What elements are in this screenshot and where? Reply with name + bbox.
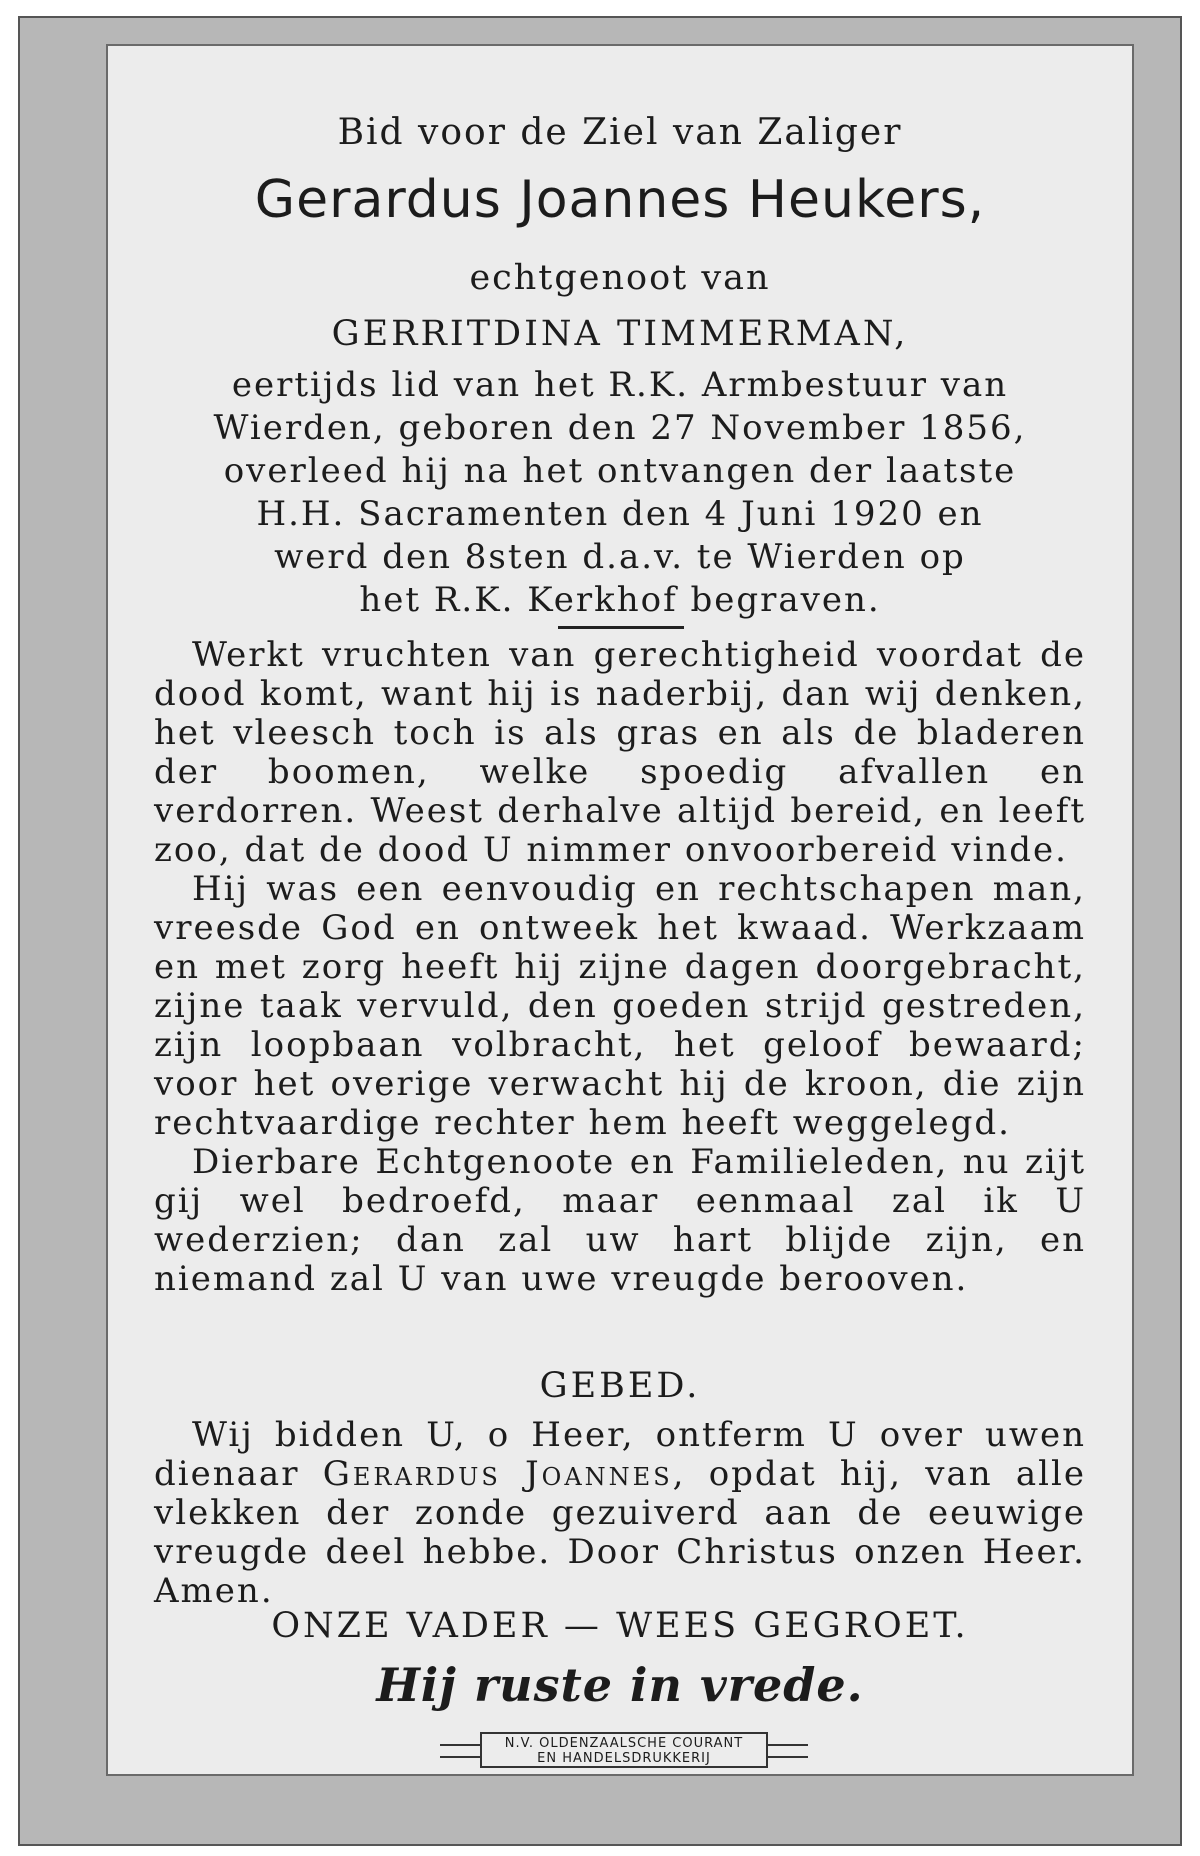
bio-line: overleed hij na het ontvangen der laatste	[223, 451, 1017, 491]
printer-line-2: EN HANDELSDRUKKERIJ	[537, 1751, 711, 1766]
bio-line: werd den 8sten d.a.v. te Wierden op	[274, 537, 966, 577]
deceased-name: Gerardus Joannes Heukers,	[254, 170, 986, 230]
printer-imprint	[480, 1732, 768, 1768]
bio-line: Wierden, geboren den 27 November 1856,	[213, 408, 1027, 448]
biography	[148, 364, 1092, 622]
prayer-paragraph	[154, 1416, 1086, 1611]
spouse-name: GERRITDINA TIMMERMAN,	[331, 314, 909, 354]
printer-ornament-left	[440, 1744, 480, 1758]
bio-line: het R.K. Kerkhof begraven.	[359, 580, 881, 620]
memorial-card	[106, 44, 1134, 1776]
prayer-heading: GEBED.	[539, 1366, 701, 1406]
paragraph: Hij was een eenvoudig en rechtschapen man, vreesde God en ontweek het kwaad. Werkzaam en met zorg heeft hij zijne dagen doorgebracht, zijne taak vervuld, den goeden strijd gestreden, zijn loopbaan volbracht, het geloof bewaard; voor het overige verwacht hij de kroon, die zijn rechtvaardige rechter hem heeft weggelegd.	[154, 869, 1086, 1143]
prayer-part2: , opdat hij, van alle vlekken der zonde gezuiverd aan de eeuwige vreugde deel hebbe. Door Christus onzen Heer. Amen.	[154, 1454, 1087, 1611]
bio-line: H.H. Sacramenten den 4 Juni 1920 en	[256, 494, 984, 534]
printer-line-1: N.V. OLDENZAALSCHE COURANT	[504, 1736, 744, 1751]
prayer-name: Gerardus Joannes	[322, 1454, 673, 1494]
spouse-label: echtgenoot van	[469, 258, 771, 298]
prayer-text	[154, 1416, 1086, 1611]
printer-ornament-right	[768, 1744, 808, 1758]
divider	[558, 626, 684, 629]
intro-line: Bid voor de Ziel van Zaliger	[337, 112, 903, 153]
prayer-part1: Wij bidden U, o Heer, ontferm U over uwen dienaar	[154, 1415, 1086, 1494]
closing-line: ONZE VADER — WEES GEGROET.	[271, 1606, 969, 1646]
memorial-text	[154, 636, 1086, 1299]
paragraph: Werkt vruchten van gerechtigheid voordat de dood komt, want hij is naderbij, dan wij denken, het vleesch toch is als gras en als de bladeren der boomen, welke spoedig afvallen en verdorren. Weest derhalve altijd bereid, en leeft zoo, dat de dood U nimmer onvoorbereid vinde.	[154, 635, 1086, 870]
rest-in-peace: Hij ruste in vrede.	[376, 1658, 864, 1712]
bio-line: eertijds lid van het R.K. Armbestuur van	[231, 365, 1009, 405]
paragraph: Dierbare Echtgenoote en Familieleden, nu zijt gij wel bedroefd, maar eenmaal zal ik U wederzien; dan zal uw hart blijde zijn, en niemand zal U van uwe vreugde berooven.	[154, 1142, 1086, 1299]
scan-background	[18, 16, 1182, 1846]
